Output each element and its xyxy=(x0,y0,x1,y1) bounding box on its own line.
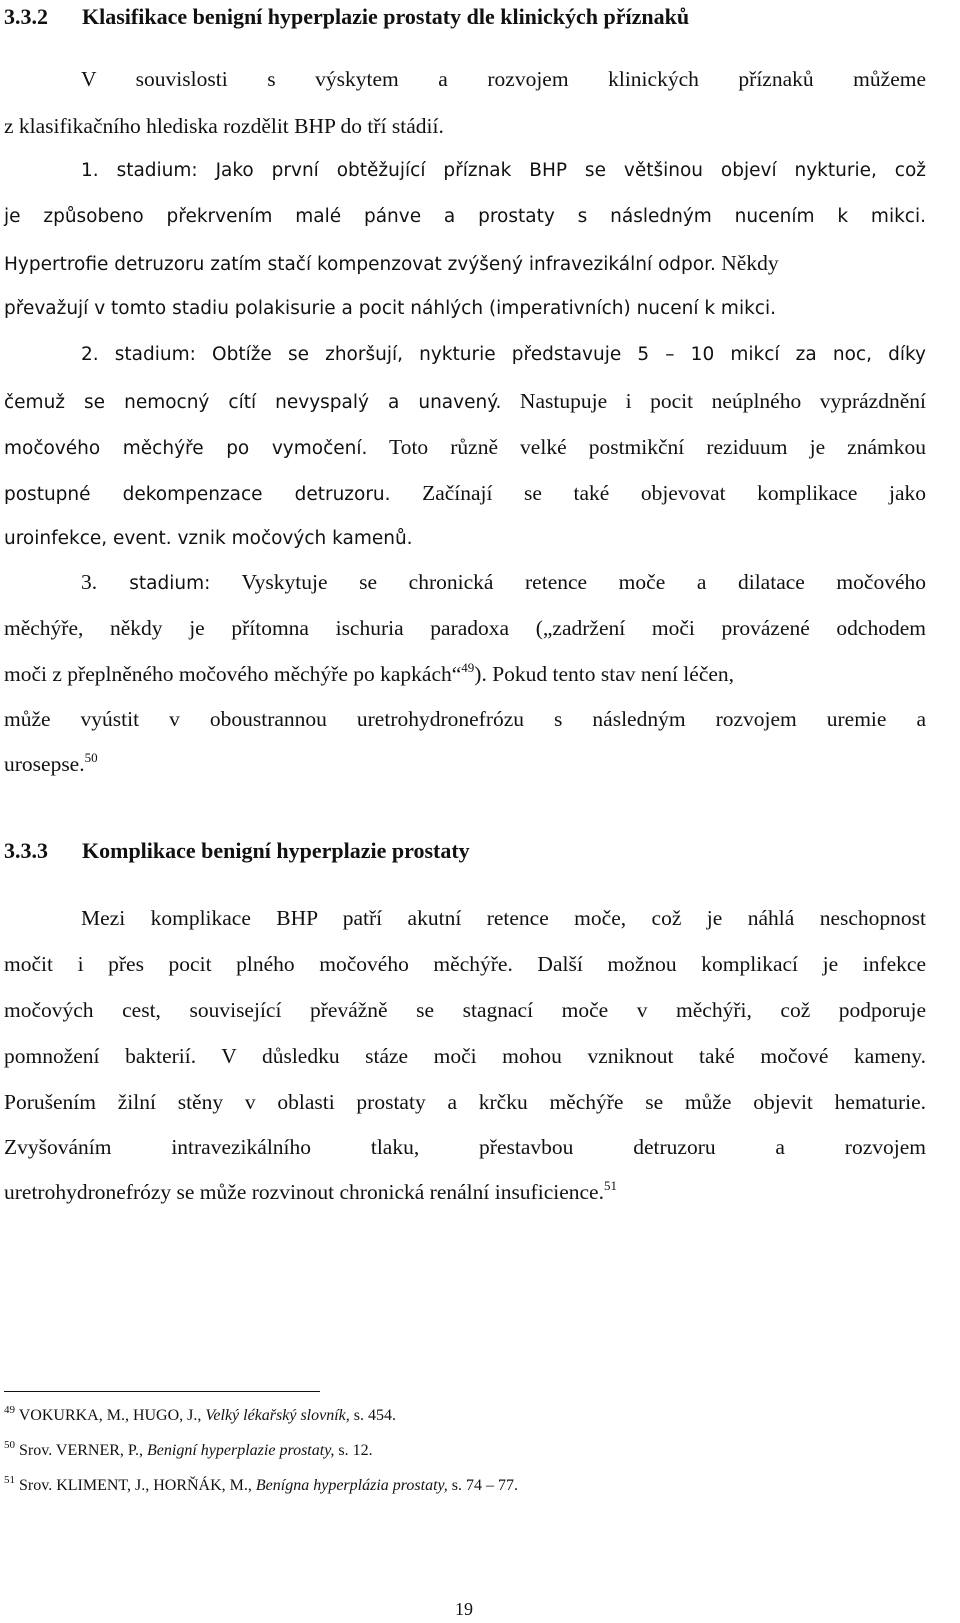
stage2-line-4b: Začínají se také objevovat komplikace jako xyxy=(390,481,926,505)
stage2-line-1: 2. stadium: Obtíže se zhoršují, nykturie představuje 5 – 10 mikcí za noc, díky xyxy=(81,344,926,365)
complications-line-1: Mezi komplikace BHP patří akutní retence moče, což je náhlá neschopnost xyxy=(81,906,926,930)
stage3-line-1a: 3. xyxy=(81,570,98,594)
footnote-number: 49 xyxy=(4,1404,15,1416)
section-number: 3.3.2 xyxy=(4,4,48,29)
stage3-line-5a: urosepse. xyxy=(4,752,85,776)
stage1-line-2: je způsobeno překrvením malé pánve a prostaty s následným nucením k mikci. xyxy=(4,206,926,227)
stage2-line-3 xyxy=(4,434,926,462)
stage3-line-3a: moči z přeplněného močového měchýře po kapkách“ xyxy=(4,662,462,686)
stage2-line-3b: Toto různě velké postmikční reziduum je známkou xyxy=(367,435,926,459)
stage3-line-3b: ). Pokud tento stav není léčen, xyxy=(474,662,735,686)
section-title: Komplikace benigní hyperplazie prostaty xyxy=(82,838,470,863)
footnote-ref-49[interactable]: 49 xyxy=(461,660,475,675)
complications-line-7a: uretrohydronefrózy se může rozvinout chronická renální insuficience. xyxy=(4,1180,604,1204)
stage3-line-2: měchýře, někdy je přítomna ischuria paradoxa („zadržení moči provázené odchodem xyxy=(4,616,926,640)
complications-line-6: Zvyšováním intravezikálního tlaku, přestavbou detruzoru a rozvojem xyxy=(4,1135,926,1159)
stage3-line-1b: stadium: xyxy=(97,573,211,594)
complications-line-3: močových cest, související převážně se stagnací moče v měchýři, což podporuje xyxy=(4,998,926,1022)
stage1-line-3b: Někdy xyxy=(715,251,779,275)
stage2-line-2 xyxy=(4,388,926,416)
stage3-line-5 xyxy=(4,751,926,777)
stage2-line-3a: močového měchýře po vymočení. xyxy=(4,438,368,459)
stage2-line-4 xyxy=(4,480,926,508)
stage2-line-5: uroinfekce, event. vznik močových kamenů. xyxy=(4,528,413,549)
section-title: Klasifikace benigní hyperplazie prostaty dle klinických příznaků xyxy=(82,4,690,29)
stage3-line-3 xyxy=(4,661,926,687)
footnote-pages: s. 454. xyxy=(349,1407,396,1424)
intro-line-1: V souvislosti s výskytem a rozvojem klinických příznaků můžeme xyxy=(81,67,926,91)
page-number: 19 xyxy=(455,1599,473,1619)
stage1-line-1: 1. stadium: Jako první obtěžující příznak BHP se většinou objeví nykturie, což xyxy=(81,160,926,181)
complications-line-4: pomnožení bakterií. V důsledku stáze moči mohou vzniknout také močové kameny. xyxy=(4,1044,926,1068)
footnote-pages: s. 74 – 77. xyxy=(447,1477,518,1494)
footnote-51 xyxy=(4,1476,518,1496)
stage3-line-1 xyxy=(4,569,926,597)
stage1-line-3a: Hypertrofie detruzoru zatím stačí kompenzovat zvýšený infravezikální odpor. xyxy=(4,254,716,275)
footnote-text: VOKURKA, M., HUGO, J., xyxy=(18,1407,206,1424)
section-heading-333 xyxy=(4,838,926,864)
footnote-50 xyxy=(4,1441,373,1461)
complications-line-7 xyxy=(4,1179,926,1205)
section-number: 3.3.3 xyxy=(4,838,48,863)
footnote-title: Benigní hyperplazie prostaty, xyxy=(147,1442,335,1459)
stage3-line-1c: Vyskytuje se chronická retence moče a dilatace močového xyxy=(210,570,926,594)
section-heading-332 xyxy=(4,4,926,30)
footnote-title: Velký lékařský slovník, xyxy=(205,1407,350,1424)
footnote-number: 51 xyxy=(4,1474,15,1486)
stage2-line-4a: postupné dekompenzace detruzoru. xyxy=(4,484,391,505)
stage1-line-3 xyxy=(4,250,926,278)
footnote-ref-51[interactable]: 51 xyxy=(603,1178,617,1193)
stage1-line-4: převažují v tomto stadiu polakisurie a pocit náhlých (imperativních) nucení k mikci. xyxy=(4,298,776,319)
footnote-title: Benígna hyperplázia prostaty, xyxy=(255,1477,448,1494)
complications-line-5: Porušením žilní stěny v oblasti prostaty a krčku měchýře se může objevit hematurie. xyxy=(4,1090,926,1114)
footnote-pages: s. 12. xyxy=(334,1442,373,1459)
footnote-divider xyxy=(4,1391,320,1392)
footnote-49 xyxy=(4,1406,396,1426)
footnote-number: 50 xyxy=(4,1439,15,1451)
complications-line-2: močit i přes pocit plného močového měchýře. Další možnou komplikací je infekce xyxy=(4,952,926,976)
stage2-line-2a: čemuž se nemocný cítí nevyspalý a unavený. xyxy=(4,392,502,413)
stage3-line-4: může vyústit v oboustrannou uretrohydronefrózu s následným rozvojem uremie a xyxy=(4,707,926,731)
footnote-ref-50[interactable]: 50 xyxy=(84,750,98,765)
footnote-text: Srov. VERNER, P., xyxy=(19,1442,148,1459)
intro-line-2: z klasifikačního hlediska rozdělit BHP do tří stádií. xyxy=(4,114,444,138)
footnote-text: Srov. KLIMENT, J., HORŇÁK, M., xyxy=(19,1477,256,1494)
stage2-line-2b: Nastupuje i pocit neúplného vyprázdnění xyxy=(501,389,926,413)
